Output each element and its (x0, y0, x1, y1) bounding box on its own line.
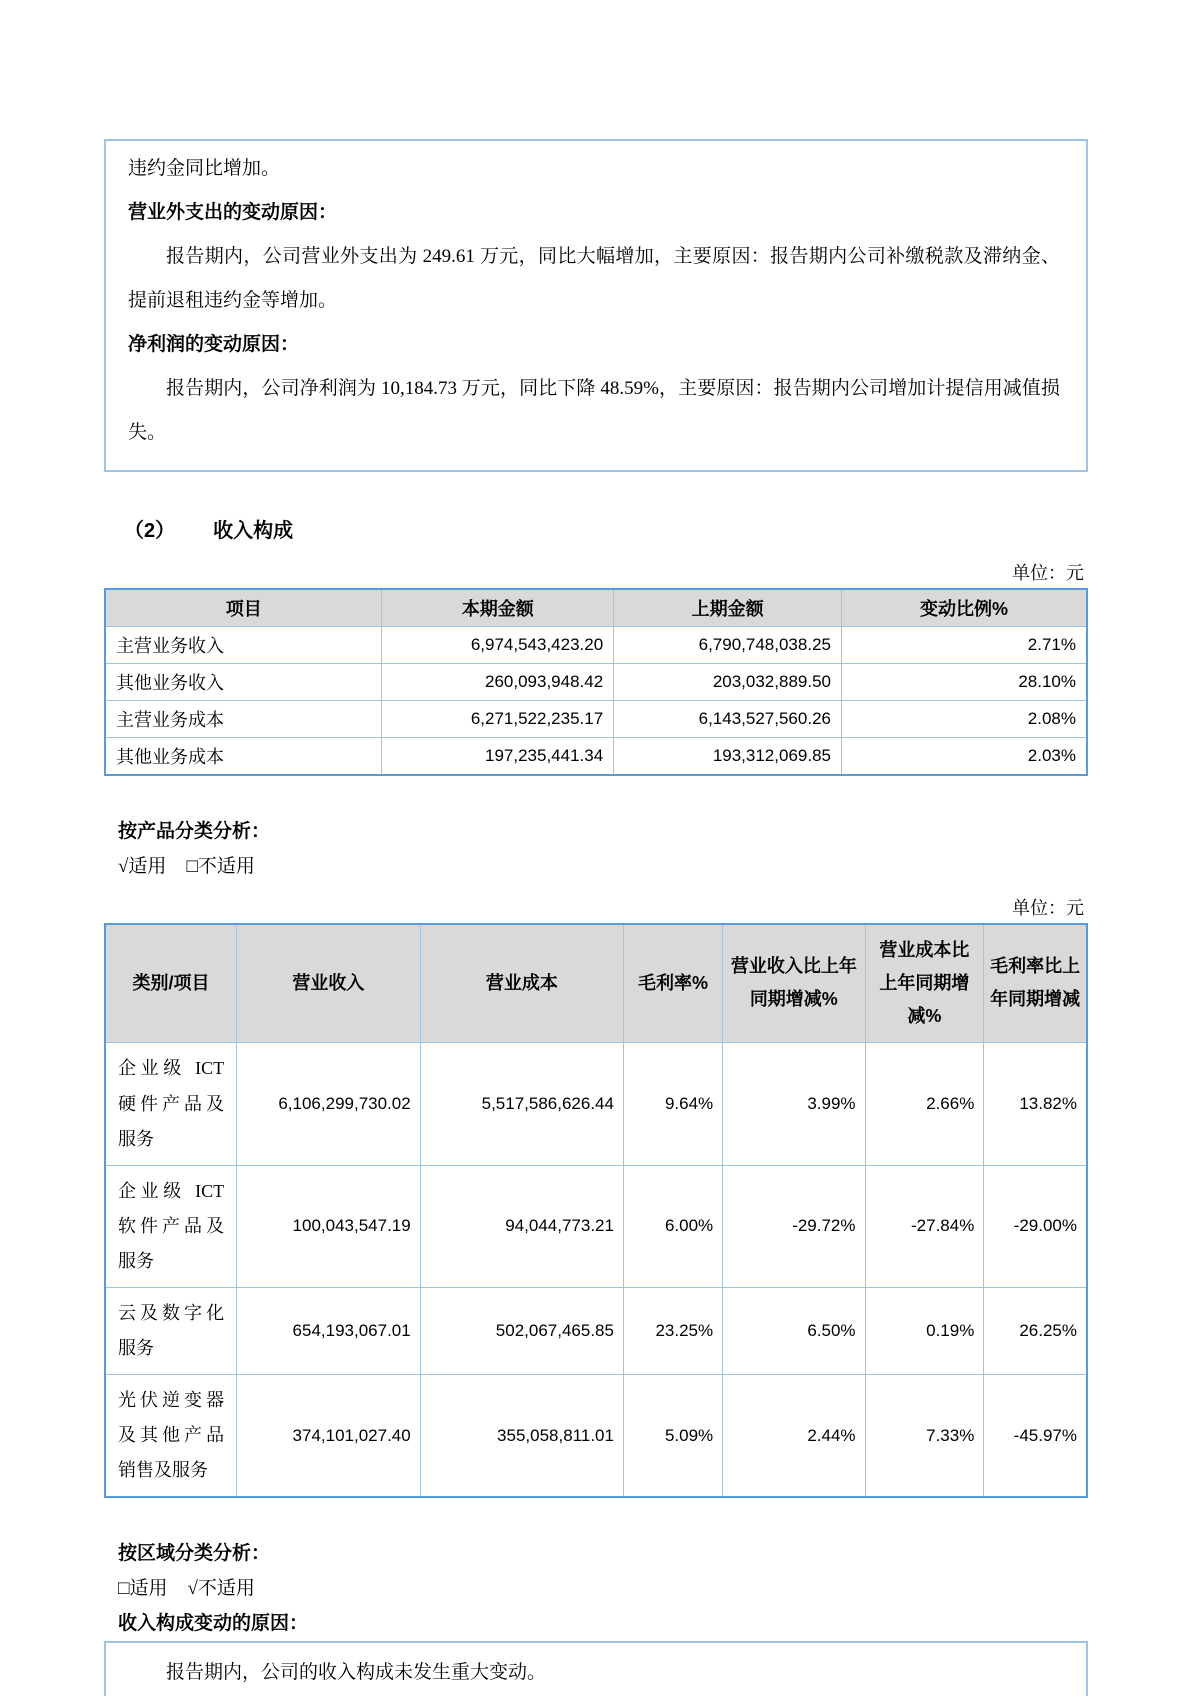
table-row (105, 1375, 1087, 1498)
prior-amount-cell: 6,143,527,560.26 (614, 700, 842, 737)
operating-cost-cell: 5,517,586,626.44 (420, 1043, 623, 1165)
operating-revenue-cell: 100,043,547.19 (237, 1165, 421, 1287)
operating-cost-cell: 355,058,811.01 (420, 1375, 623, 1498)
by-product-analysis-heading: 按产品分类分析： (118, 820, 271, 842)
change-ratio-cell: 2.08% (841, 700, 1087, 737)
row-label-cell: 其他业务成本 (105, 737, 382, 775)
header-margin-yoy-change: 毛利率比上年同期增减 (984, 924, 1087, 1043)
cost-yoy-cell: 0.19% (865, 1288, 984, 1375)
revenue-yoy-cell: -29.72% (723, 1165, 865, 1287)
current-amount-cell: 260,093,948.42 (382, 663, 614, 700)
revenue-change-reason-text: 报告期内，公司的收入构成未发生重大变动。 (166, 1662, 547, 1684)
operating-cost-cell: 502,067,465.85 (420, 1288, 623, 1375)
margin-yoy-cell: -29.00% (984, 1165, 1087, 1287)
table-row (105, 700, 1087, 737)
gross-margin-cell: 23.25% (623, 1288, 722, 1375)
table-row (105, 1043, 1087, 1165)
revenue-composition-table (104, 588, 1088, 776)
row-label-cell: 其他业务收入 (105, 663, 382, 700)
table-row (105, 737, 1087, 775)
section-number: （2） (124, 519, 176, 542)
header-item-name: 项目 (105, 589, 382, 627)
table-row (105, 626, 1087, 663)
header-gross-margin: 毛利率% (623, 924, 722, 1043)
revenue-change-reason-heading: 收入构成变动的原因： (118, 1613, 309, 1635)
margin-yoy-cell: -45.97% (984, 1375, 1087, 1498)
header-current-amount: 本期金额 (382, 589, 614, 627)
margin-yoy-cell: 13.82% (984, 1043, 1087, 1165)
applicable-unchecked-option: □适用 (118, 1578, 168, 1600)
revenue-yoy-cell: 2.44% (723, 1375, 865, 1498)
current-amount-cell: 6,974,543,423.20 (382, 626, 614, 663)
operating-cost-cell: 94,044,773.21 (420, 1165, 623, 1287)
category-label-cell: 光伏逆变器及其他产品销售及服务 (105, 1375, 237, 1498)
row-label-cell: 主营业务收入 (105, 626, 382, 663)
gross-margin-cell: 9.64% (623, 1043, 722, 1165)
header-change-ratio: 变动比例% (841, 589, 1087, 627)
header-prior-amount: 上期金额 (614, 589, 842, 627)
category-label-cell: 云及数字化服务 (105, 1288, 237, 1375)
header-category: 类别/项目 (105, 924, 237, 1043)
expense-commentary-box (104, 139, 1088, 472)
not-applicable-unchecked-option: □不适用 (186, 855, 255, 877)
unit-label: 单位：元 (1012, 897, 1084, 918)
unit-label: 单位：元 (1012, 562, 1084, 583)
by-region-analysis-heading: 按区域分类分析： (118, 1543, 271, 1565)
cost-yoy-cell: 7.33% (865, 1375, 984, 1498)
header-operating-revenue: 营业收入 (237, 924, 421, 1043)
operating-revenue-cell: 654,193,067.01 (237, 1288, 421, 1375)
category-label-cell: 企业级 ICT 软件产品及服务 (105, 1165, 237, 1287)
net-profit-heading: 净利润的变动原因： (128, 334, 300, 356)
change-ratio-cell: 2.71% (841, 626, 1087, 663)
header-cost-yoy-change: 营业成本比上年同期增减% (865, 924, 984, 1043)
by-product-applicability-line (118, 851, 1088, 878)
non-operating-expense-paragraph: 报告期内，公司营业外支出为 249.61 万元，同比大幅增加，主要原因：报告期内公司补缴税款及滞纳金、提前退租违约金等增加。 (128, 246, 1060, 312)
revenue-yoy-cell: 3.99% (723, 1043, 865, 1165)
row-label-cell: 主营业务成本 (105, 700, 382, 737)
current-amount-cell: 197,235,441.34 (382, 737, 614, 775)
prior-amount-cell: 6,790,748,038.25 (614, 626, 842, 663)
table-row (105, 1165, 1087, 1287)
page-content (104, 0, 1088, 1696)
cost-yoy-cell: -27.84% (865, 1165, 984, 1287)
commentary-continuation-line: 违约金同比增加。 (128, 158, 281, 179)
change-ratio-cell: 2.03% (841, 737, 1087, 775)
table-header-row (105, 589, 1087, 627)
by-region-applicability-line (118, 1573, 1088, 1600)
revenue-change-reason-box (104, 1641, 1088, 1696)
operating-revenue-cell: 6,106,299,730.02 (237, 1043, 421, 1165)
not-applicable-checked-option: √不适用 (187, 1578, 255, 1600)
change-ratio-cell: 28.10% (841, 663, 1087, 700)
section-title: 收入构成 (213, 519, 294, 542)
margin-yoy-cell: 26.25% (984, 1288, 1087, 1375)
net-profit-paragraph: 报告期内，公司净利润为 10,184.73 万元，同比下降 48.59%，主要原因：报告期内公司增加计提信用减值损失。 (128, 378, 1060, 444)
applicable-checked-option: √适用 (118, 855, 167, 877)
header-operating-cost: 营业成本 (420, 924, 623, 1043)
category-label-cell: 企业级 ICT 硬件产品及服务 (105, 1043, 237, 1165)
section-heading (124, 514, 1088, 543)
gross-margin-cell: 6.00% (623, 1165, 722, 1287)
product-category-table (104, 923, 1088, 1499)
cost-yoy-cell: 2.66% (865, 1043, 984, 1165)
non-operating-expense-heading: 营业外支出的变动原因： (128, 202, 338, 224)
table-header-row (105, 924, 1087, 1043)
current-amount-cell: 6,271,522,235.17 (382, 700, 614, 737)
operating-revenue-cell: 374,101,027.40 (237, 1375, 421, 1498)
gross-margin-cell: 5.09% (623, 1375, 722, 1498)
header-revenue-yoy-change: 营业收入比上年同期增减% (723, 924, 865, 1043)
prior-amount-cell: 193,312,069.85 (614, 737, 842, 775)
table-row (105, 1288, 1087, 1375)
revenue-yoy-cell: 6.50% (723, 1288, 865, 1375)
prior-amount-cell: 203,032,889.50 (614, 663, 842, 700)
table-row (105, 663, 1087, 700)
